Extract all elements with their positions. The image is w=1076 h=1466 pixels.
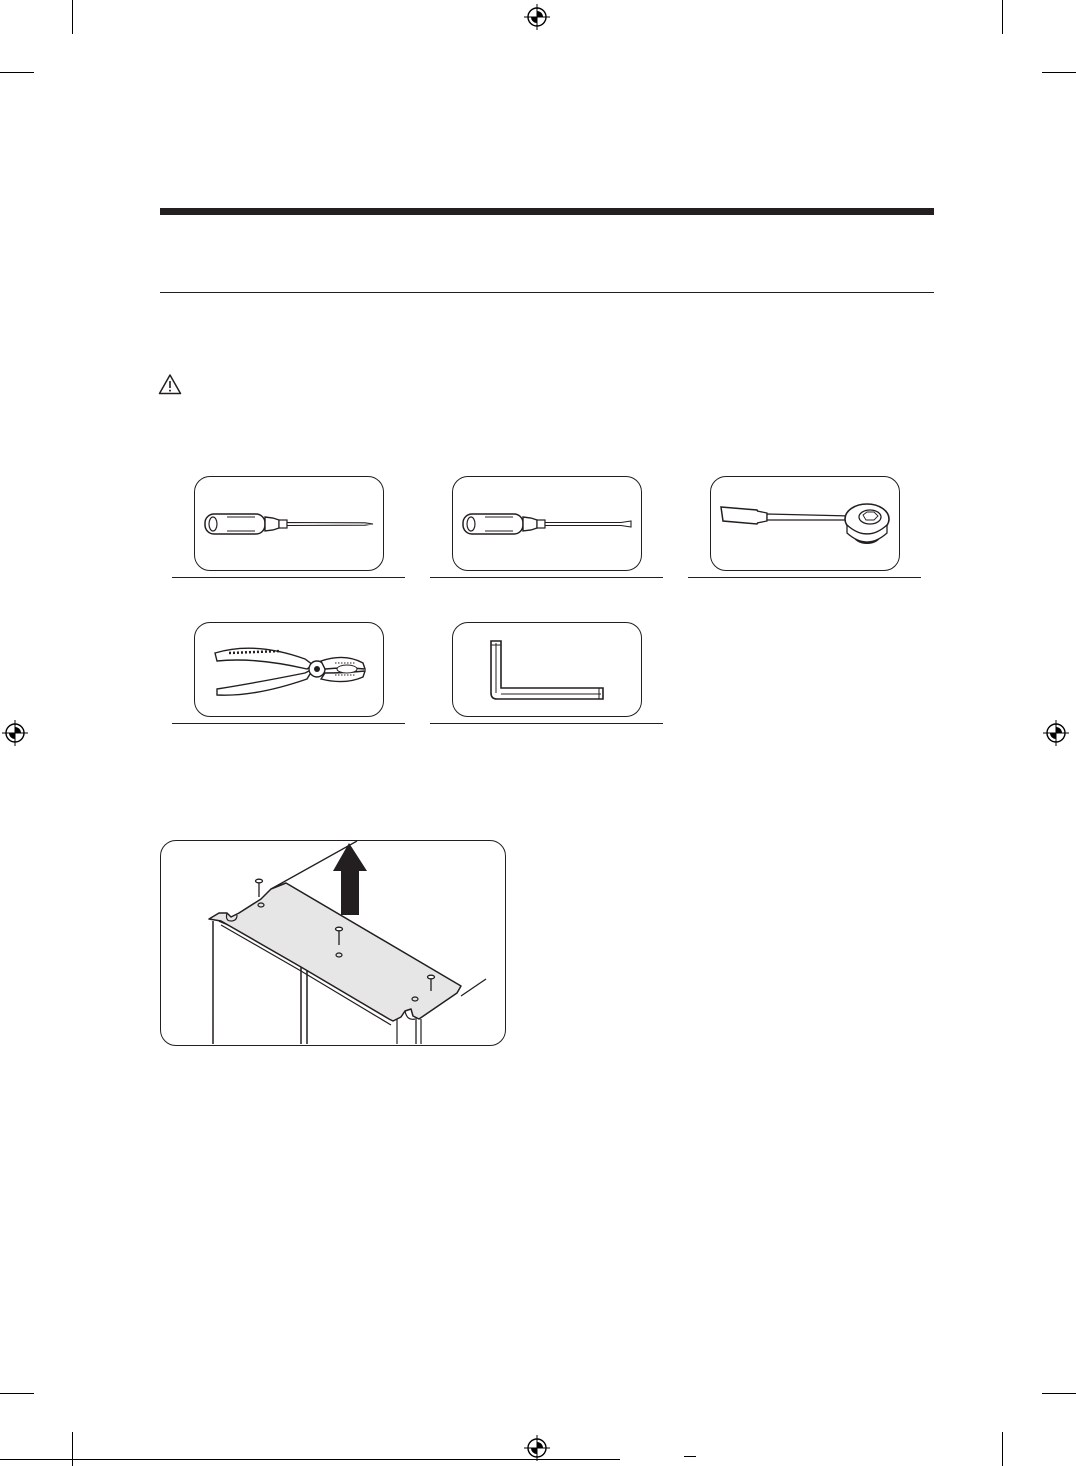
registration-mark-icon	[524, 4, 550, 30]
crop-mark	[72, 0, 73, 34]
tool-box-flat-screwdriver	[452, 476, 642, 571]
crop-mark	[1002, 0, 1003, 34]
crop-mark	[1042, 72, 1076, 73]
crop-mark	[1042, 1393, 1076, 1394]
figure-top-cover-removal	[160, 840, 506, 1046]
tool-label-line	[688, 577, 921, 578]
tool-box-socket-wrench	[710, 476, 900, 571]
warning-triangle-icon	[158, 373, 182, 395]
crop-mark	[0, 72, 34, 73]
tool-box-pliers	[194, 622, 384, 717]
tool-box-phillips-screwdriver	[194, 476, 384, 571]
tool-label-line	[430, 723, 663, 724]
crop-mark	[72, 1432, 73, 1466]
phillips-screwdriver-icon	[195, 477, 382, 569]
crop-mark	[1002, 1432, 1003, 1466]
socket-wrench-icon	[711, 477, 898, 569]
bottom-slug-mark	[684, 1456, 696, 1457]
flat-screwdriver-icon	[453, 477, 640, 569]
registration-mark-icon	[2, 720, 28, 746]
tool-box-hex-key	[452, 622, 642, 717]
tool-label-line	[430, 577, 663, 578]
section-rule	[160, 208, 934, 215]
top-cover-removal-illustration	[161, 841, 504, 1044]
subsection-rule	[160, 292, 934, 293]
crop-mark	[0, 1393, 34, 1394]
pliers-icon	[195, 623, 382, 715]
tool-label-line	[172, 723, 405, 724]
tool-label-line	[172, 577, 405, 578]
registration-mark-icon	[524, 1435, 550, 1461]
hex-key-icon	[453, 623, 640, 715]
registration-mark-icon	[1043, 720, 1069, 746]
